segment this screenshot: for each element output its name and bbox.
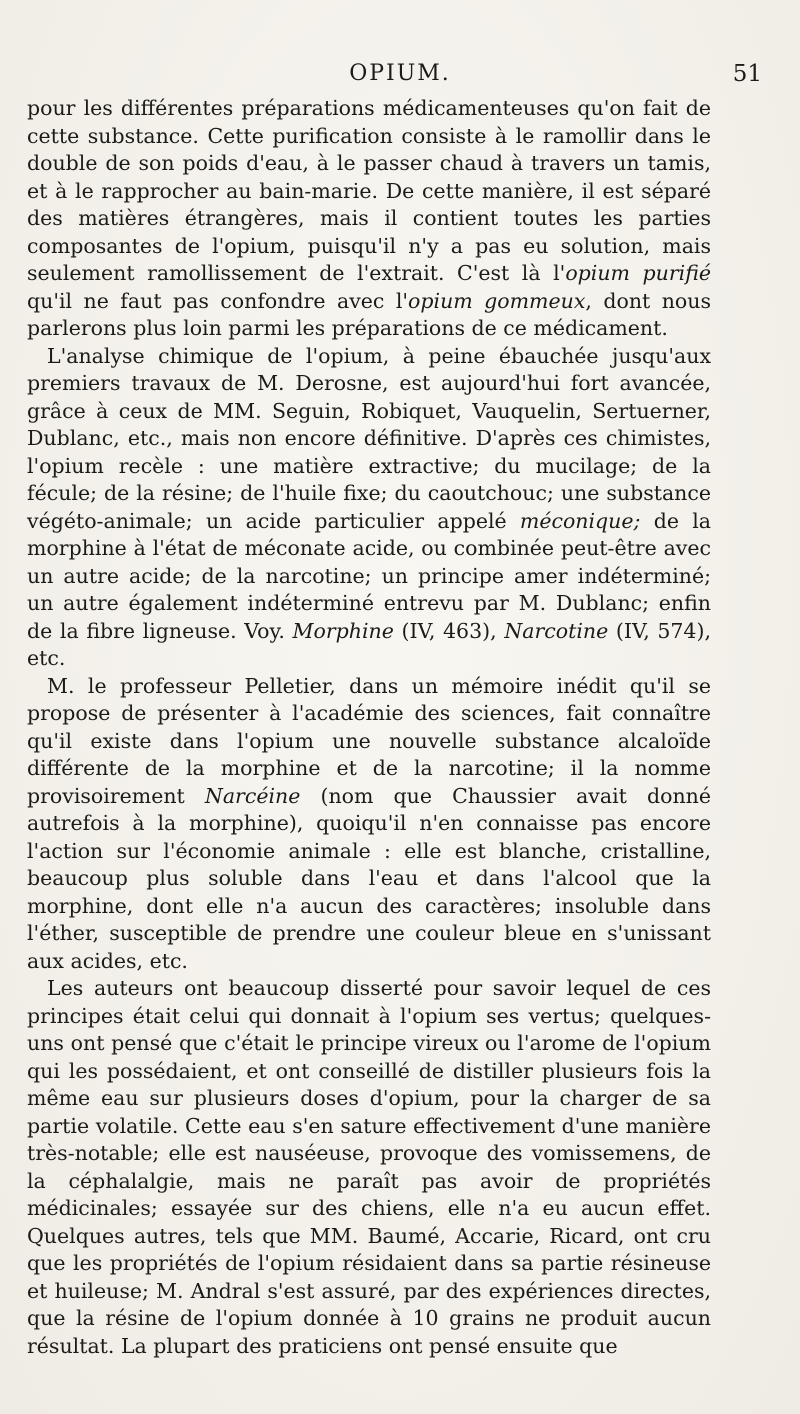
text-run: (nom que Chaussier avait donné autrefois à la morphine), quoiqu'il n'en connaisse pas encore l'action sur l'économie animale : elle est blanche, cristalline, beaucoup plus soluble dans l'eau et dans l'alcool que la morphine, dont elle n'a aucun des caractères; insoluble dans l'éther, susceptible de prendre une couleur bleue en s'unissant aux acides, etc. xyxy=(27,783,711,973)
running-head xyxy=(0,58,800,90)
italic-term-narceine: Narcéine xyxy=(204,783,301,808)
italic-term-morphine: Morphine xyxy=(292,618,394,643)
paragraph-pelletier xyxy=(27,673,711,976)
text-run: M. le professeur Pelletier, dans un mémoire inédit qu'il se propose de présenter à l'académie des sciences, fait connaître qu'il existe dans l'opium une nouvelle substance alcaloïde différente de la morphine et de la narcotine; il la nomme provisoirement xyxy=(27,673,711,808)
text-run: pour les différentes préparations médicamenteuses qu'on fait de cette substance. Cette purification consiste à le ramollir dans le double de son poids d'eau, à le passer chaud à travers un tamis, et à le rapprocher au bain-marie. De cette manière, il est séparé des matières étrangères, mais il contient toutes les parties composantes de l'opium, puisqu'il n'y a pas eu solution, mais seulement ramollissement de l'extrait. C'est là l' xyxy=(27,96,711,285)
paragraph-purification xyxy=(27,95,711,343)
paragraph-virtues xyxy=(27,975,711,1360)
paragraph-chemical-analysis xyxy=(27,343,711,673)
page-number: 51 xyxy=(732,61,762,87)
text-run: Les auteurs ont beaucoup disserté pour savoir lequel de ces principes était celui qui donnait à l'opium ses vertus; quelques-uns ont pensé que c'était le principe vireux ou l'arome de l'opium qui les possédaient, et ont conseillé de distiller plusieurs fois la même eau sur plusieurs doses d'opium, pour la charger de sa partie volatile. Cette eau s'en sature effectivement d'une manière très-notable; elle est nauséeuse, provoque des vomissemens, de la céphalalgie, mais ne paraît pas avoir de propriétés médicinales; essayée sur des chiens, elle n'a eu aucun effet. Quelques autres, tels que MM. Baumé, Accarie, Ricard, ont cru que les propriétés de l'opium résidaient dans sa partie résineuse et huileuse; M. Andral s'est assuré, par des expériences directes, que la résine de l'opium donnée à 10 grains ne produit aucun résultat. La plupart des praticiens ont pensé ensuite que xyxy=(27,976,711,1358)
body-text xyxy=(27,95,711,1360)
italic-term-meconique: méconique; xyxy=(519,508,641,533)
text-run: de la morphine à l'état de méconate acide, ou combinée peut-être avec un autre acide; de la narcotine; un principe amer indéterminé; un autre également indéterminé entrevu par M. Dublanc; enfin de la fibre ligneuse. Voy. xyxy=(27,508,711,643)
text-run: qu'il ne faut pas confondre avec l' xyxy=(27,288,409,313)
italic-term-opium-purifie: opium purifié xyxy=(565,261,711,285)
italic-term-narcotine: Narcotine xyxy=(504,618,609,643)
text-run: L'analyse chimique de l'opium, à peine ébauchée jusqu'aux premiers travaux de M. Derosne, est aujourd'hui fort avancée, grâce à ceux de MM. Seguin, Robiquet, Vauquelin, Sertuerner, Dublanc, etc., mais non encore définitive. D'après ces chimistes, l'opium recèle : une matière extractive; du mucilage; de la fécule; de la résine; de l'huile fixe; du caoutchouc; une substance végéto-animale; un acide particulier appelé xyxy=(27,343,711,533)
text-run: (IV, 463), xyxy=(393,618,505,643)
text-run: (IV, 574), etc. xyxy=(27,618,711,670)
italic-term-opium-gommeux: opium gommeux xyxy=(408,288,586,313)
running-title: OPIUM. xyxy=(349,61,451,86)
text-run: , dont nous parlerons plus loin parmi les préparations de ce médicament. xyxy=(27,288,711,340)
